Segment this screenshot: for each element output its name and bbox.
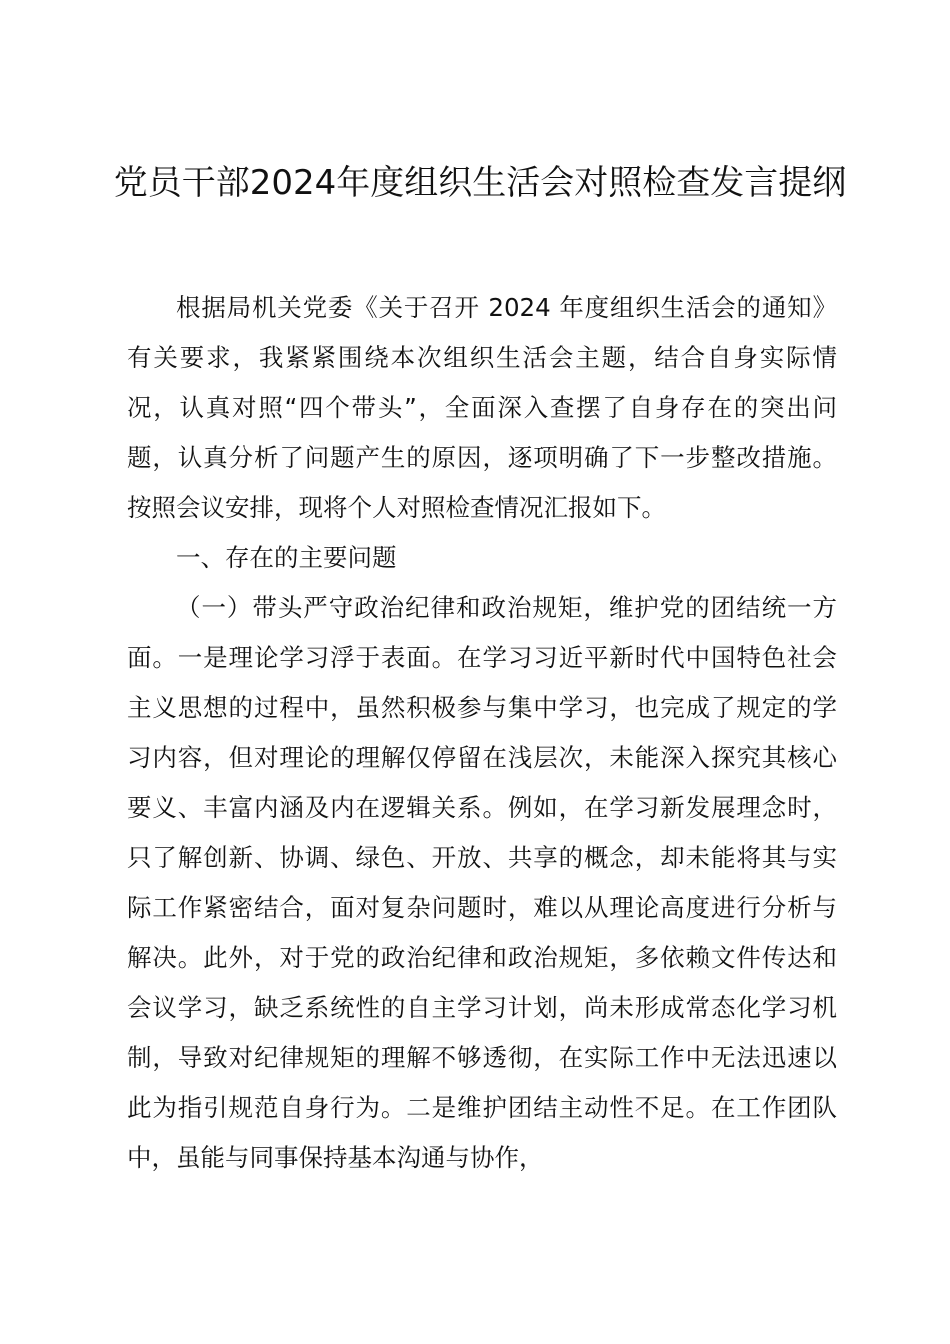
document-body (127, 283, 837, 1183)
intro-paragraph: 根据局机关党委《关于召开 2024 年度组织生活会的通知》有关要求，我紧紧围绕本次组织生活会主题，结合自身实际情况，认真对照“四个带头”，全面深入查摆了自身存在的突出问题，认真分析了问题产生的原因，逐项明确了下一步整改措施。按照会议安排，现将个人对照检查情况汇报如下。 (127, 293, 837, 522)
document-title: 党员干部2024年度组织生活会对照检查发言提纲 (113, 163, 847, 203)
body-paragraph: （一）带头严守政治纪律和政治规矩，维护党的团结统一方面。一是理论学习浮于表面。在学习习近平新时代中国特色社会主义思想的过程中，虽然积极参与集中学习，也完成了规定的学习内容，但对理论的理解仅停留在浅层次，未能深入探究其核心要义、丰富内涵及内在逻辑关系。例如，在学习新发展理念时，只了解创新、协调、绿色、开放、共享的概念，却未能将其与实际工作紧密结合，面对复杂问题时，难以从理论高度进行分析与解决。此外，对于党的政治纪律和政治规矩，多依赖文件传达和会议学习，缺乏系统性的自主学习计划，尚未形成常态化学习机制，导致对纪律规矩的理解不够透彻，在实际工作中无法迅速以此为指引规范自身行为。二是维护团结主动性不足。在工作团队中，虽能与同事保持基本沟通与协作， (127, 593, 837, 1172)
section-heading: 一、存在的主要问题 (176, 543, 397, 572)
